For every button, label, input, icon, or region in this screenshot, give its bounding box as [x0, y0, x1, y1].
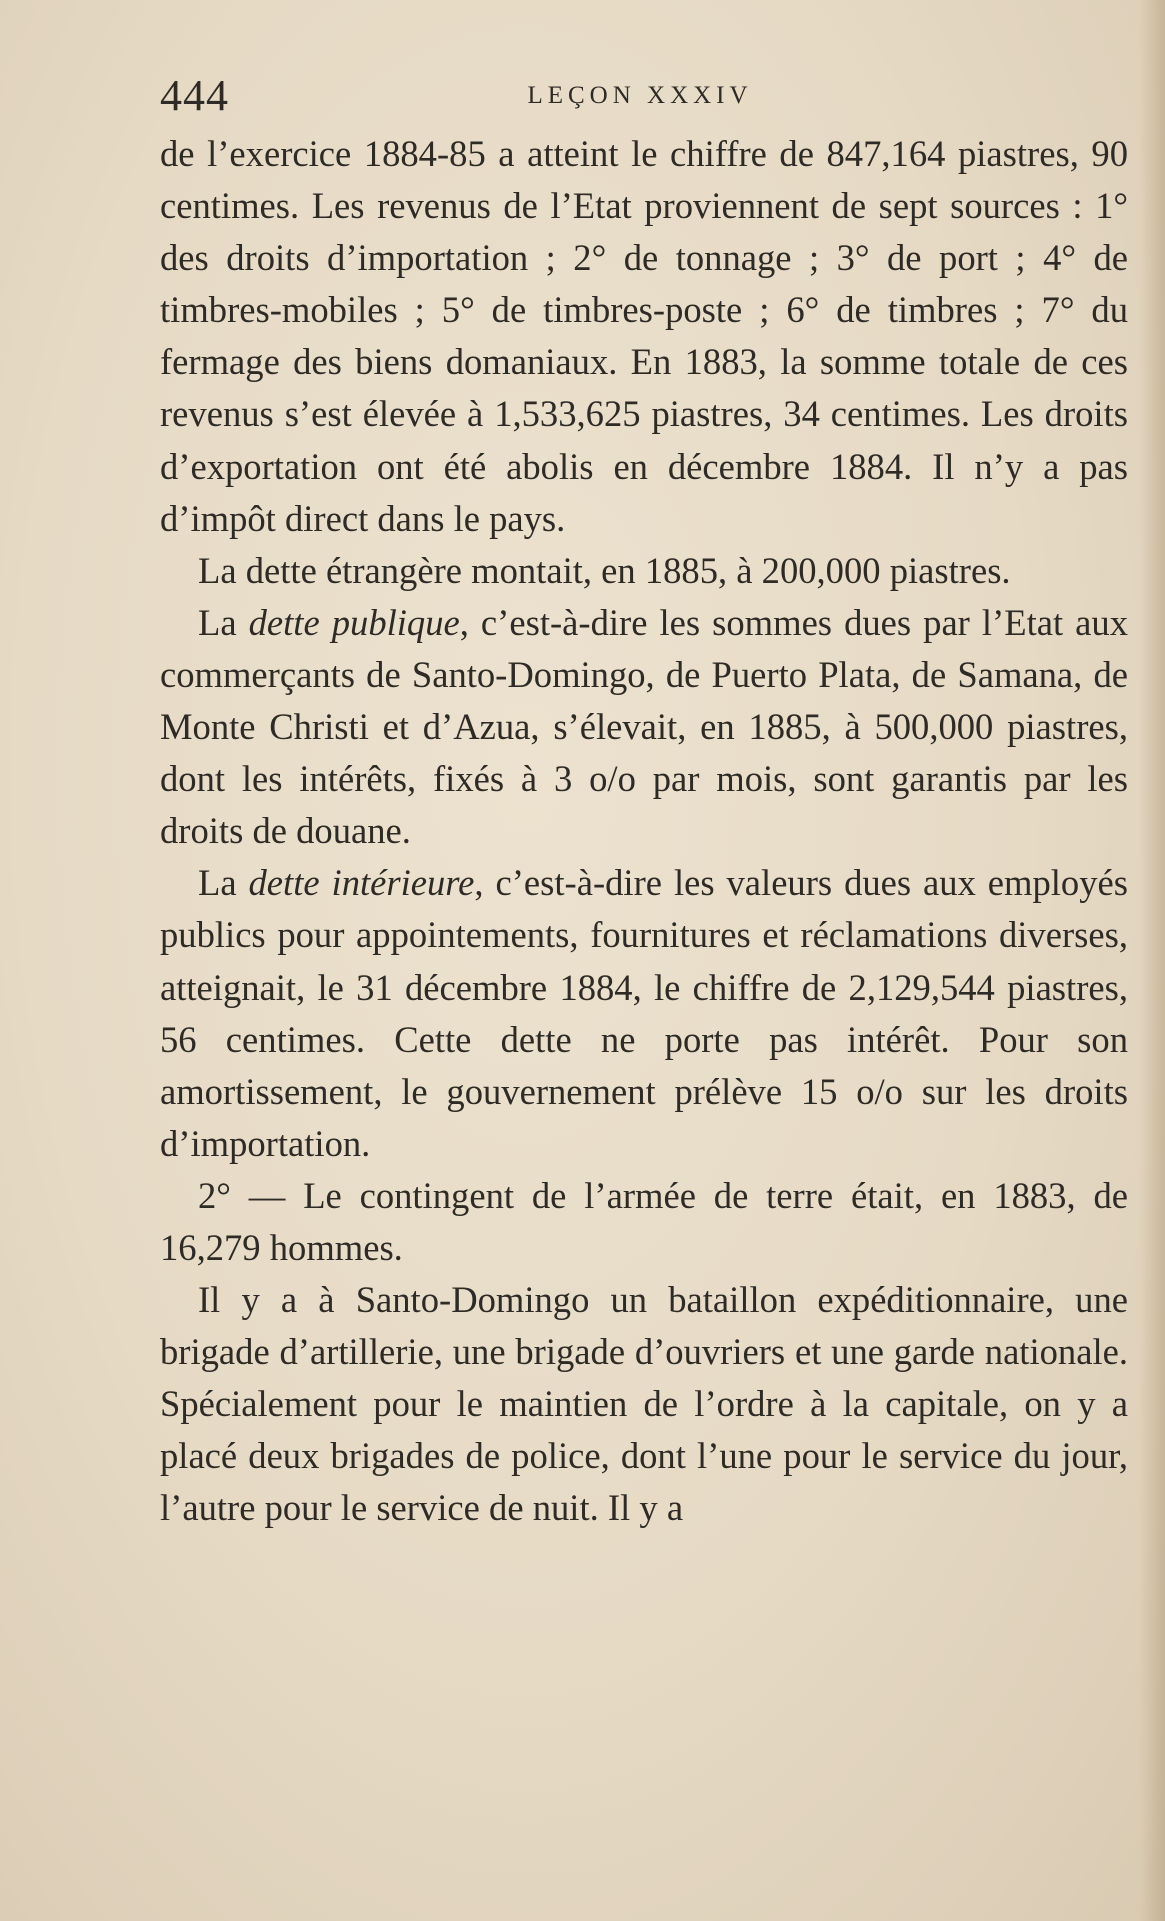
- page-edge-shadow: [1139, 0, 1165, 1921]
- internal-debt-text: , c’est-à-dire les valeurs dues aux employés publics pour appointements, fournitures et réclamations diverses, atteignait, le 31 décembre 1884, le chiffre de 2,129,544 piastres, 56 centimes. Cette dette ne porte pas intérêt. Pour son amortissement, le gouvernement prélève 15 o/o sur les droits d’importation.: [160, 862, 1128, 1164]
- page-number: 444: [160, 71, 229, 120]
- running-head: LEÇON XXXIV: [527, 82, 753, 109]
- public-debt-text: , c’est-à-dire les sommes dues par l’Etat aux commerçants de Santo-Domingo, de Puerto Plata, de Samana, de Monte Christi et d’Azua, s’élevait, en 1885, à 500,000 piastres, dont les intérêts, fixés à 3 o/o par mois, sont garantis par les droits de douane.: [160, 601, 1128, 852]
- internal-debt-lead: La: [198, 862, 249, 904]
- paragraph-public-debt: [160, 597, 1128, 857]
- public-debt-lead: La: [198, 601, 249, 643]
- internal-debt-term: dette intérieure: [248, 862, 475, 904]
- paragraph-revenues: de l’exercice 1884-85 a atteint le chiffre de 847,164 piastres, 90 centimes. Les revenus de l’Etat proviennent de sept sources : 1° des droits d’importation ; 2° de tonnage ; 3° de port ; 4° de timbres-mobiles ; 5° de timbres-poste ; 6° de timbres ; 7° du fermage des biens domaniaux. En 1883, la somme totale de ces revenus s’est élevée à 1,533,625 piastres, 34 centimes. Les droits d’exportation ont été abolis en décembre 1884. Il n’y a pas d’impôt direct dans le pays.: [160, 133, 1128, 539]
- paragraph-foreign-debt: La dette étrangère montait, en 1885, à 200,000 piastres.: [198, 549, 1011, 591]
- paragraph-military-units: Il y a à Santo-Domingo un bataillon expéditionnaire, une brigade d’artillerie, une brigade d’ouvriers et une garde nationale. Spécialement pour le maintien de l’ordre à la capitale, on y a placé deux brigades de police, dont l’une pour le service du jour, l’autre pour le service de nuit. Il y a: [160, 1279, 1128, 1529]
- paragraph-army-contingent: 2° — Le contingent de l’armée de terre était, en 1883, de 16,279 hommes.: [160, 1174, 1128, 1268]
- page-header: [160, 66, 1120, 126]
- paragraph-internal-debt: [160, 857, 1128, 1170]
- body-text: [160, 128, 1128, 1535]
- public-debt-term: dette publique: [248, 601, 460, 643]
